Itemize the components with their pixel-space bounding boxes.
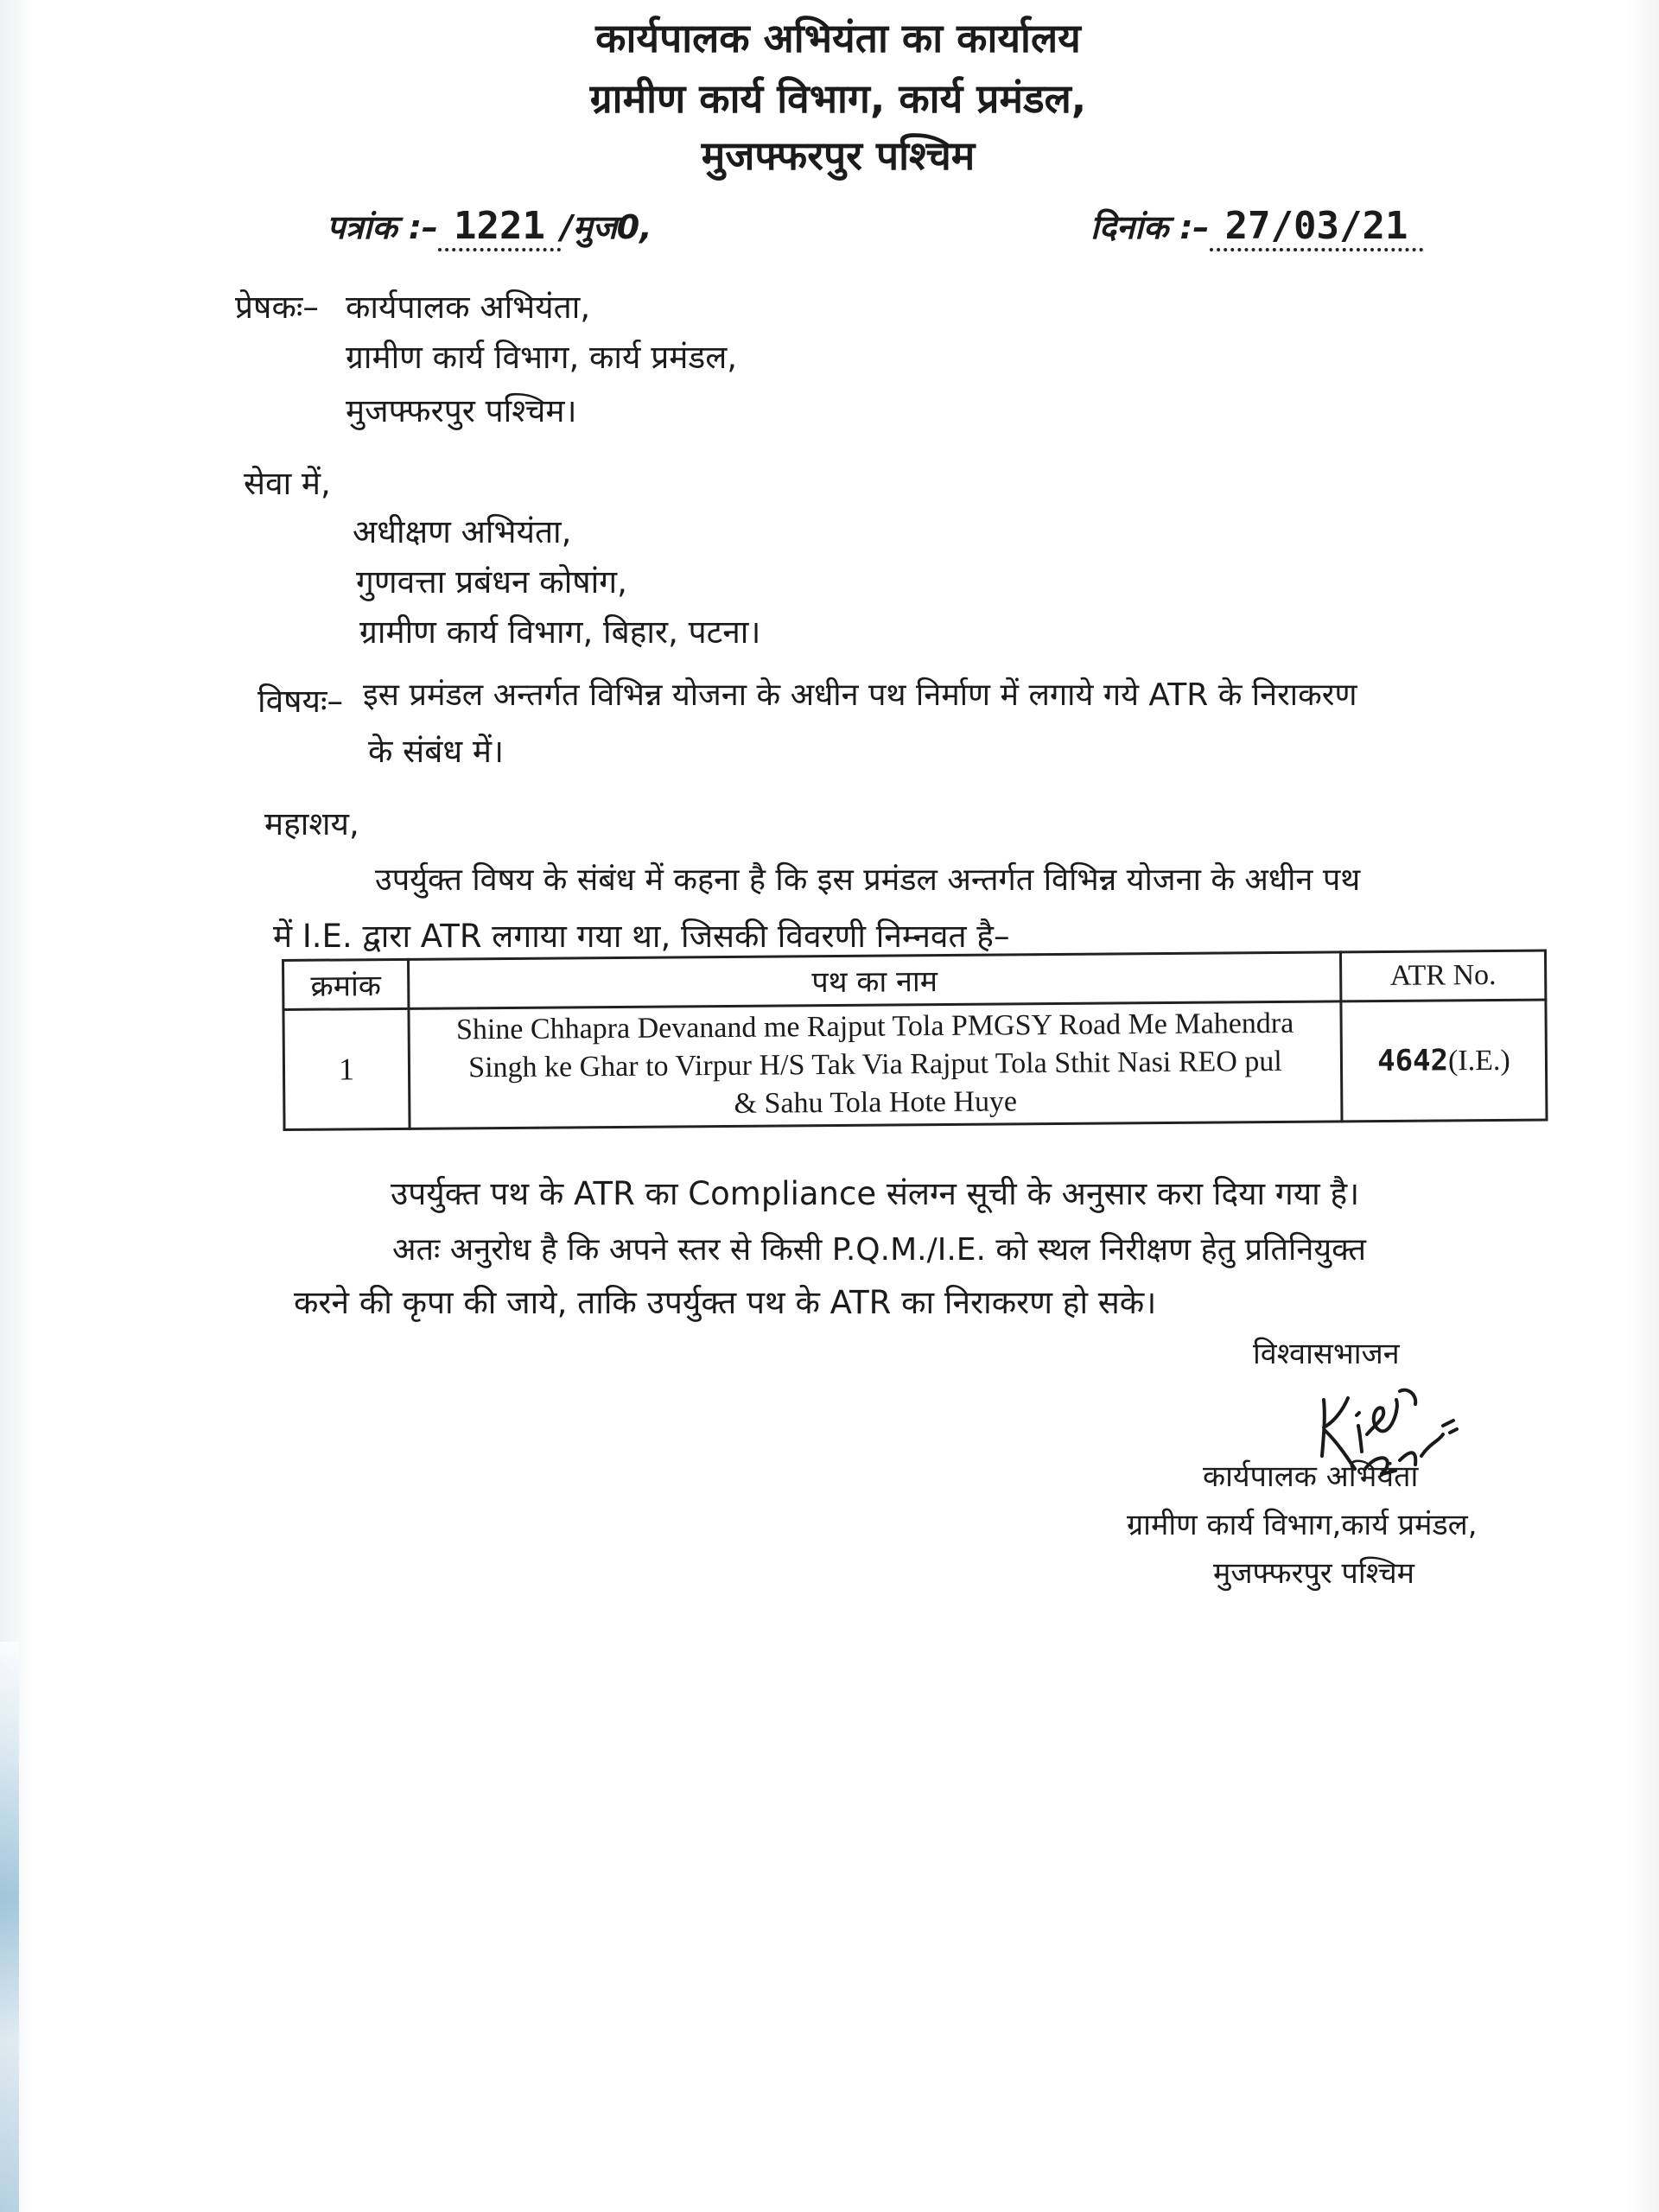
recipient-line-2: गुणवत्ता प्रबंधन कोषांग, (356, 563, 627, 601)
signatory-department: ग्रामीण कार्य विभाग,कार्य प्रमंडल, (1127, 1508, 1478, 1542)
header-road-name: पथ का नाम (409, 952, 1341, 1008)
letter-date-value: 27/03/21 (1210, 204, 1424, 251)
sender-label: प्रेषकः– (235, 289, 319, 326)
header-atr-no: ATR No. (1340, 950, 1545, 1001)
sender-line-3: मुजफ्फरपुर पश्चिम। (346, 392, 577, 429)
row-road-name (409, 1001, 1342, 1128)
signatory-location: मुजफ्फरपुर पश्चिम (1213, 1556, 1414, 1591)
header-serial: क्रमांक (283, 959, 409, 1009)
subject-label: विषयः– (257, 683, 343, 720)
sender-line-1: कार्यपालक अभियंता, (346, 289, 591, 326)
body-para1-line2: में I.E. द्वारा ATR लगाया गया था, जिसकी विवरणी निम्नवत है– (273, 918, 1010, 955)
scan-edge-artifact (0, 1642, 19, 2212)
office-title: कार्यपालक अभियंता का कार्यालय (595, 15, 1081, 61)
office-department: ग्रामीण कार्य विभाग, कार्य प्रमंडल, (589, 75, 1087, 122)
subject-line-2: के संबंध में। (368, 733, 504, 770)
signatory-designation: कार्यपालक अभियंता (1203, 1459, 1419, 1494)
atr-table (282, 950, 1548, 1131)
office-location: मुजफ्फरपुर पश्चिम (701, 132, 976, 179)
letter-date-label: दिनांक :– (1090, 208, 1210, 246)
body-para3-line1: अतः अनुरोध है कि अपने स्तर से किसी P.Q.M./I.E. को स्थल निरीक्षण हेतु प्रतिनियुक्त (392, 1232, 1366, 1268)
atr-number-suffix: (I.E.) (1447, 1044, 1510, 1077)
row-serial: 1 (283, 1008, 410, 1129)
road-name-line-3: & Sahu Tola Hote Huye (734, 1085, 1018, 1120)
letter-number-suffix: /मुज0, (560, 208, 652, 246)
letter-date (1090, 204, 1423, 249)
road-name-line-2: Singh ke Ghar to Virpur H/S Tak Via Rajput Tola Sthit Nasi REO pul (468, 1045, 1282, 1084)
body-para1-line1: उपर्युक्त विषय के संबंध में कहना है कि इस प्रमंडल अन्तर्गत विभिन्न योजना के अधीन पथ (375, 862, 1361, 898)
letter-number-label: पत्रांक :– (327, 208, 439, 246)
atr-number-handwritten: 4642 (1376, 1043, 1449, 1079)
subject-line-1: इस प्रमंडल अन्तर्गत विभिन्न योजना के अधीन पथ निर्माण में लगाये गये ATR के निराकरण (363, 677, 1357, 713)
sender-line-2: ग्रामीण कार्य विभाग, कार्य प्रमंडल, (346, 339, 738, 376)
letter-number (327, 204, 652, 249)
recipient-line-1: अधीक्षण अभियंता, (353, 513, 572, 550)
letter-number-value: 1221 (438, 204, 561, 251)
salutation: महाशय, (264, 805, 359, 842)
row-atr-no (1341, 1000, 1547, 1122)
road-name-line-1: Shine Chhapra Devanand me Rajput Tola PMGSY Road Me Mahendra (455, 1007, 1294, 1046)
recipient-line-3: ग्रामीण कार्य विभाग, बिहार, पटना। (359, 613, 761, 651)
table-row (283, 1000, 1547, 1129)
recipient-label: सेवा में, (244, 465, 331, 502)
body-para3-line2: करने की कृपा की जाये, ताकि उपर्युक्त पथ के ATR का निराकरण हो सके। (294, 1284, 1157, 1321)
body-para2: उपर्युक्त पथ के ATR का Compliance संलग्न सूची के अनुसार करा दिया गया है। (391, 1175, 1360, 1212)
valediction: विश्वासभाजन (1253, 1337, 1400, 1371)
